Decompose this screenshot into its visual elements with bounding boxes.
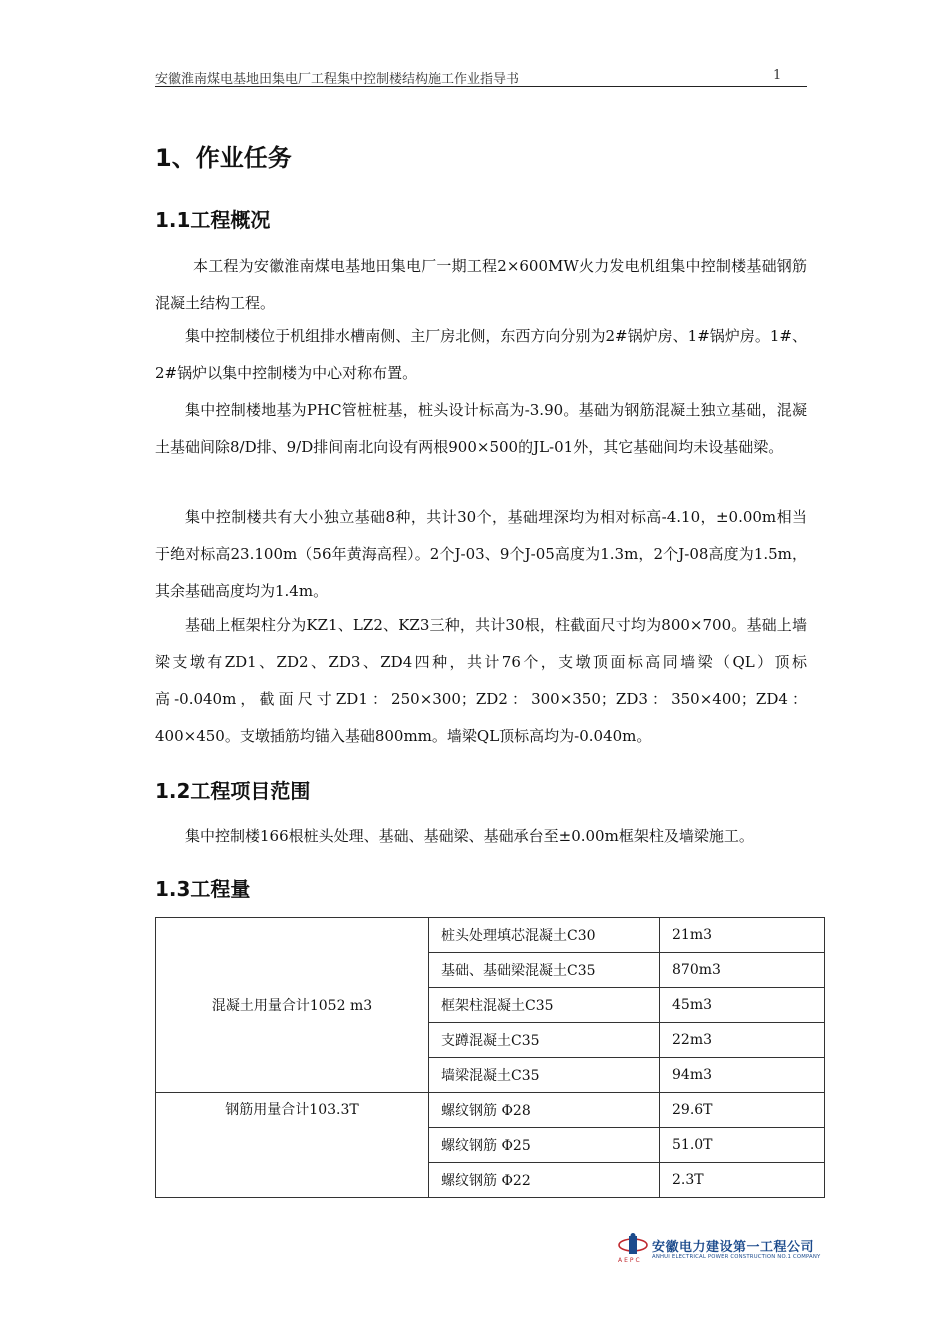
quantity-table: [155, 917, 825, 1198]
section-1-3-heading: 1.3工程量: [155, 877, 251, 901]
item-cell: 框架柱混凝土C35: [429, 988, 660, 1023]
concrete-total-cell: 混凝土用量合计1052 m3: [156, 918, 429, 1093]
overview-paragraph-1: 本工程为安徽淮南煤电基地田集电厂一期工程2×600MW火力发电机组集中控制楼基础钢筋混凝土结构工程。: [155, 257, 807, 312]
quantity-cell: 2.3T: [660, 1163, 825, 1198]
item-cell: 螺纹钢筋 Φ28: [429, 1093, 660, 1128]
overview-paragraph-4: 集中控制楼共有大小独立基础8种，共计30个，基础埋深均为相对标高-4.10，±0.00m相当于绝对标高23.100m（56年黄海高程）。2个J-03、9个J-05高度为1.3m，2个J-08高度为1.5m，其余基础高度均为1.4m。: [155, 508, 807, 600]
item-cell: 墙梁混凝土C35: [429, 1058, 660, 1093]
item-cell: 桩头处理填芯混凝土C30: [429, 918, 660, 953]
overview-paragraph-5: 基础上框架柱分为KZ1、LZ2、KZ3三种，共计30根，柱截面尺寸均为800×700。基础上墙梁支墩有ZD1、ZD2、ZD3、ZD4四种，共计76个，支墩顶面标高同墙梁（QL）顶标高-0.040m，截面尺寸ZD1：250×300；ZD2：300×350；ZD3：350×400；ZD4：400×450。支墩插筋均锚入基础800mm。墙梁QL顶标高均为-0.040m。: [155, 616, 807, 745]
quantity-cell: 45m3: [660, 988, 825, 1023]
section-1-1-heading: 1.1工程概况: [155, 208, 271, 232]
section-1-2-heading: 1.2工程项目范围: [155, 779, 311, 803]
quantity-cell: 51.0T: [660, 1128, 825, 1163]
logo-company-name-en: ANHUI ELECTRICAL POWER CONSTRUCTION NO.1 COMPANY: [652, 1254, 821, 1260]
aepc-logo-icon: [618, 1233, 648, 1257]
header-title: 安徽淮南煤电基地田集电厂工程集中控制楼结构施工作业指导书: [155, 72, 520, 87]
logo-company-name: 安徽电力建设第一工程公司: [652, 1240, 815, 1255]
quantity-cell: 29.6T: [660, 1093, 825, 1128]
quantity-cell: 94m3: [660, 1058, 825, 1093]
item-cell: 螺纹钢筋 Φ25: [429, 1128, 660, 1163]
page-header: [155, 68, 807, 87]
quantity-cell: 870m3: [660, 953, 825, 988]
scope-paragraph: 集中控制楼166根桩头处理、基础、基础梁、基础承台至±0.00m框架柱及墙梁施工。: [185, 827, 754, 845]
quantity-cell: 21m3: [660, 918, 825, 953]
item-cell: 螺纹钢筋 Φ22: [429, 1163, 660, 1198]
section-1-heading: 1、作业任务: [155, 144, 292, 172]
item-cell: 基础、基础梁混凝土C35: [429, 953, 660, 988]
table-row: [156, 918, 825, 953]
item-cell: 支蹲混凝土C35: [429, 1023, 660, 1058]
logo-abbreviation: AEPC: [618, 1257, 642, 1264]
overview-paragraph-3: 集中控制楼地基为PHC管桩桩基，桩头设计标高为-3.90。基础为钢筋混凝土独立基础，混凝土基础间除8/D排、9/D排间南北向设有两根900×500的JL-01外，其它基础间均未设基础梁。: [155, 401, 807, 456]
table-row: [156, 1093, 825, 1128]
header-page-number: 1: [773, 68, 782, 83]
company-logo: [618, 1233, 821, 1267]
overview-paragraph-2: 集中控制楼位于机组排水槽南侧、主厂房北侧，东西方向分别为2#锅炉房、1#锅炉房。1#、2#锅炉以集中控制楼为中心对称布置。: [155, 327, 807, 382]
quantity-cell: 22m3: [660, 1023, 825, 1058]
rebar-total-cell: 钢筋用量合计103.3T: [156, 1093, 429, 1198]
